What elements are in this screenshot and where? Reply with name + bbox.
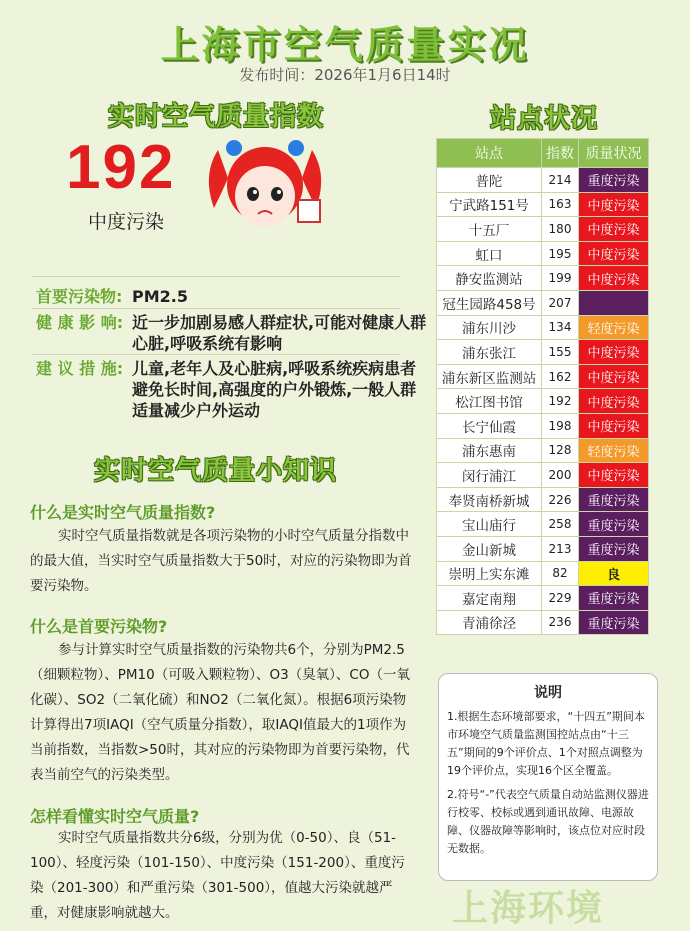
station-row: [437, 463, 649, 488]
station-level: 轻度污染: [579, 438, 649, 463]
station-name: 浦东张江: [437, 340, 542, 365]
station-index: 229: [542, 586, 579, 611]
sad-girl-icon: [200, 130, 330, 235]
station-name: 十五厂: [437, 217, 542, 242]
question-aqi: 什么是实时空气质量指数?: [30, 503, 216, 522]
station-index: 226: [542, 487, 579, 512]
station-row: [437, 241, 649, 266]
station-name: 静安监测站: [437, 266, 542, 291]
station-index: 180: [542, 217, 579, 242]
station-row: [437, 610, 649, 635]
station-row: [437, 536, 649, 561]
station-row: [437, 217, 649, 242]
station-index: 236: [542, 610, 579, 635]
station-name: 宝山庙行: [437, 512, 542, 537]
station-row: [437, 561, 649, 586]
station-index: 162: [542, 364, 579, 389]
knowledge-section-title: 实时空气质量小知识: [94, 456, 338, 486]
station-name: 闵行浦江: [437, 463, 542, 488]
primary-pollutant-row: [36, 286, 188, 307]
aqi-level: 中度污染: [88, 211, 165, 233]
station-level: 中度污染: [579, 463, 649, 488]
station-row: [437, 438, 649, 463]
station-name: 虹口: [437, 241, 542, 266]
station-level: 重度污染: [579, 536, 649, 561]
station-index: 200: [542, 463, 579, 488]
station-row: [437, 487, 649, 512]
station-index: 258: [542, 512, 579, 537]
station-index: 82: [542, 561, 579, 586]
station-level: 中度污染: [579, 192, 649, 217]
primary-pollutant-label: 首要污染物:: [36, 287, 123, 306]
station-level: 轻度污染: [579, 315, 649, 340]
publish-time: 发布时间：2026年1月6日14时: [239, 66, 451, 84]
station-row: [437, 586, 649, 611]
station-name: 崇明上实东滩: [437, 561, 542, 586]
station-index: 214: [542, 168, 579, 193]
advice-row: [36, 358, 417, 422]
station-level: 重度污染: [579, 487, 649, 512]
station-name: 金山新城: [437, 536, 542, 561]
answer-primary-pollutant: 参与计算实时空气质量指数的污染物共6个，分别为PM2.5（细颗粒物）、PM10（可吸入颗粒物）、O3（臭氧）、CO（一氧化碳）、SO2（二氧化硫）和NO2（二氧化氮）。根据6项污染物计算得出7项IAQI（空气质量分指数），取IAQI值最大的1项作为当前指数，当指数>50时，其对应的污染物即为首要污染物，代表当前空气的污染类型。: [30, 642, 410, 783]
station-level: 重度污染: [579, 168, 649, 193]
station-level: 中度污染: [579, 217, 649, 242]
note-box: [438, 673, 658, 881]
divider: [32, 354, 400, 355]
station-index: 195: [542, 241, 579, 266]
station-name: 松江图书馆: [437, 389, 542, 414]
station-table-header: [437, 139, 649, 168]
station-row: [437, 340, 649, 365]
station-index: 155: [542, 340, 579, 365]
station-row: [437, 364, 649, 389]
answer-read-aqi: 实时空气质量指数共分6级，分别为优（0-50）、良（51-100）、轻度污染（101-150）、中度污染（151-200）、重度污染（201-300）和严重污染（301-500），值越大污染就越严重，对健康影响就越大。: [30, 830, 405, 921]
station-level: 中度污染: [579, 364, 649, 389]
question-read-aqi: 怎样看懂实时空气质量?: [30, 807, 200, 826]
primary-pollutant-value: PM2.5: [132, 287, 188, 306]
note-title: 说明: [534, 685, 562, 701]
station-name: 普陀: [437, 168, 542, 193]
station-row: [437, 413, 649, 438]
station-index: 163: [542, 192, 579, 217]
station-level: 中度污染: [579, 389, 649, 414]
station-row: [437, 315, 649, 340]
station-level: 重度污染: [579, 610, 649, 635]
station-level: 中度污染: [579, 413, 649, 438]
station-index: 199: [542, 266, 579, 291]
station-row: [437, 512, 649, 537]
answer-aqi: 实时空气质量指数就是各项污染物的小时空气质量分指数中的最大值，当实时空气质量指数大于50时，对应的污染物即为首要污染物。: [30, 528, 412, 594]
station-row: [437, 168, 649, 193]
station-name: 宁武路151号: [437, 192, 542, 217]
station-level: 重度污染: [579, 512, 649, 537]
station-level: 重度污染: [579, 586, 649, 611]
station-name: 浦东惠南: [437, 438, 542, 463]
station-row: [437, 266, 649, 291]
header-index: 指数: [542, 139, 579, 168]
station-name: 奉贤南桥新城: [437, 487, 542, 512]
station-index: 213: [542, 536, 579, 561]
question-primary-pollutant: 什么是首要污染物?: [30, 617, 168, 636]
aqi-section-title: 实时空气质量指数: [108, 102, 325, 132]
header-quality: 质量状况: [579, 139, 649, 168]
divider: [32, 308, 400, 309]
station-name: 嘉定南翔: [437, 586, 542, 611]
watermark: 上海环境: [452, 888, 605, 929]
station-index: 134: [542, 315, 579, 340]
station-name: 青浦徐泾: [437, 610, 542, 635]
note-paragraph-2: 2.符号“-”代表空气质量自动站监测仪器进行校零、校标或遇到通讯故障、电源故障、仪器故障等影响时，该点位对应时段无数据。: [447, 788, 649, 855]
aqi-value: 192: [66, 133, 176, 202]
station-level: 中度污染: [579, 266, 649, 291]
station-index: 198: [542, 413, 579, 438]
note-paragraph-1: 1.根据生态环境部要求，“十四五”期间本市环境空气质量监测国控站点由“十三五”期间的9个评价点、1个对照点调整为19个评价点，实现16个区全覆盖。: [447, 710, 645, 777]
health-impact-label: 健 康 影 响:: [36, 313, 124, 332]
station-index: 128: [542, 438, 579, 463]
header-station: 站点: [437, 139, 542, 168]
station-name: 长宁仙霞: [437, 413, 542, 438]
station-index: 207: [542, 290, 579, 315]
station-level: 中度污染: [579, 340, 649, 365]
station-table: [436, 138, 649, 635]
station-row: [437, 389, 649, 414]
station-name: 浦东新区监测站: [437, 364, 542, 389]
station-level: 中度污染: [579, 241, 649, 266]
station-index: 192: [542, 389, 579, 414]
health-impact-value: 近一步加剧易感人群症状,可能对健康人群心脏,呼吸系统有影响: [132, 313, 427, 353]
divider: [32, 276, 400, 277]
advice-label: 建 议 措 施:: [36, 359, 124, 378]
station-level: [579, 290, 649, 315]
advice-value: 儿童,老年人及心脏病,呼吸系统疾病患者避免长时间,高强度的户外锻炼,一般人群适量减少户外运动: [132, 359, 417, 420]
station-level: 良: [579, 561, 649, 586]
health-impact-row: [36, 312, 427, 356]
station-row: [437, 192, 649, 217]
page-title: 上海市空气质量实况: [160, 23, 530, 67]
stations-section-title: 站点状况: [490, 104, 599, 134]
station-name: 浦东川沙: [437, 315, 542, 340]
station-row: [437, 290, 649, 315]
station-name: 冠生园路458号: [437, 290, 542, 315]
